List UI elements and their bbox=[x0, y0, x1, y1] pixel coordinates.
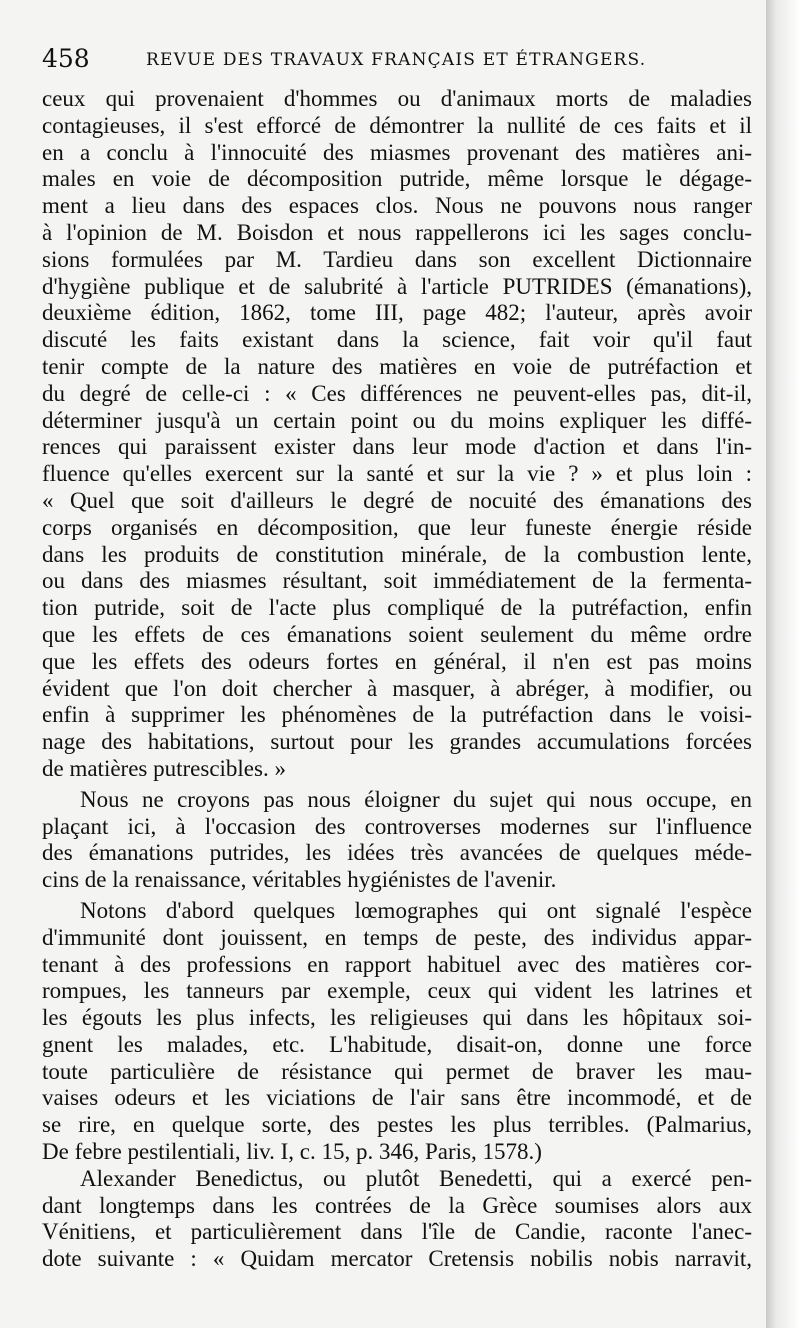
text-line: Nous ne croyons pas nous éloigner du sujet qui nous occupe, en bbox=[80, 786, 752, 812]
text-line: nage des habitations, surtout pour les grandes accumulations forcées bbox=[42, 729, 752, 755]
text-line: discuté les faits existant dans la science, fait voir qu'il faut bbox=[42, 327, 752, 353]
text-line: tenant à des professions en rapport habituel avec des matières cor- bbox=[42, 951, 752, 977]
text-line: en a conclu à l'innocuité des miasmes provenant des matières ani- bbox=[42, 139, 752, 165]
text-line: tion putride, soit de l'acte plus compliqué de la putréfaction, enfin bbox=[42, 595, 752, 621]
text-line: dans les produits de constitution minérale, de la combustion lente, bbox=[42, 541, 752, 567]
page-number: 458 bbox=[42, 44, 90, 73]
text-line: dant longtemps dans les contrées de la Grèce soumises alors aux bbox=[42, 1192, 752, 1218]
text-line: cins de la renaissance, véritables hygiénistes de l'avenir. bbox=[42, 867, 557, 893]
text-line: Notons d'abord quelques lœmographes qui ont signalé l'espèce bbox=[80, 897, 752, 923]
text-line: gnent les malades, etc. L'habitude, disait-on, donne une force bbox=[42, 1031, 752, 1057]
text-line: du degré de celle-ci : « Ces différences ne peuvent-elles pas, dit-il, bbox=[42, 380, 752, 406]
text-line: d'hygiène publique et de salubrité à l'article PUTRIDES (émanations), bbox=[42, 273, 752, 299]
text-line: deuxième édition, 1862, tome III, page 482; l'auteur, après avoir bbox=[42, 300, 752, 326]
text-line: De febre pestilentiali, liv. I, c. 15, p. 346, Paris, 1578.) bbox=[42, 1139, 542, 1165]
text-line: ceux qui provenaient d'hommes ou d'animaux morts de maladies bbox=[42, 86, 752, 111]
text-line: à l'opinion de M. Boisdon et nous rappellerons ici les sages conclu- bbox=[42, 219, 752, 245]
text-line: tenir compte de la nature des matières en voie de putréfaction et bbox=[42, 353, 752, 379]
text-line: évident que l'on doit chercher à masquer, à abréger, à modifier, ou bbox=[42, 675, 752, 701]
text-line: corps organisés en décomposition, que leur funeste énergie réside bbox=[42, 514, 752, 540]
text-line: d'immunité dont jouissent, en temps de peste, des individus appar- bbox=[42, 924, 752, 950]
text-line: déterminer jusqu'à un certain point ou du moins expliquer les diffé- bbox=[42, 407, 752, 433]
text-line: que les effets de ces émanations soient seulement du même ordre bbox=[42, 621, 752, 647]
text-line: dote suivante : « Quidam mercator Cretensis nobilis nobis narravit, bbox=[42, 1246, 752, 1272]
text-line: des émanations putrides, les idées très avancées de quelques méde- bbox=[42, 840, 752, 866]
text-line: males en voie de décomposition putride, même lorsque le dégage- bbox=[42, 166, 752, 192]
body-text bbox=[42, 86, 752, 1273]
text-line: plaçant ici, à l'occasion des controverses modernes sur l'influence bbox=[42, 813, 752, 839]
running-head: REVUE DES TRAVAUX FRANÇAIS ET ÉTRANGERS. bbox=[146, 50, 647, 70]
text-line: contagieuses, il s'est efforcé de démontrer la nullité de ces faits et il bbox=[42, 112, 752, 138]
text-line: que les effets des odeurs fortes en général, il n'en est pas moins bbox=[42, 648, 752, 674]
text-line: rompues, les tanneurs par exemple, ceux qui vident les latrines et bbox=[42, 978, 752, 1004]
text-line: les égouts les plus infects, les religieuses qui dans les hôpitaux soi- bbox=[42, 1005, 752, 1031]
text-line: sions formulées par M. Tardieu dans son excellent Dictionnaire bbox=[42, 246, 752, 272]
text-line: Vénitiens, et particulièrement dans l'île de Candie, raconte l'anec- bbox=[42, 1219, 752, 1245]
text-line: rences qui paraissent exister dans leur mode d'action et dans l'in- bbox=[42, 434, 752, 460]
page-header bbox=[42, 44, 742, 78]
text-line: enfin à supprimer les phénomènes de la putréfaction dans le voisi- bbox=[42, 702, 752, 728]
page-edge-shadow bbox=[766, 0, 800, 1328]
text-line: vaises odeurs et les viciations de l'air sans être incommodé, et de bbox=[42, 1085, 752, 1111]
text-line: se rire, en quelque sorte, des pestes les plus terribles. (Palmarius, bbox=[42, 1112, 752, 1138]
text-line: ment a lieu dans des espaces clos. Nous ne pouvons nous ranger bbox=[42, 193, 752, 219]
text-line: de matières putrescibles. » bbox=[42, 755, 286, 781]
text-line: Alexander Benedictus, ou plutôt Benedetti, qui a exercé pen- bbox=[80, 1165, 752, 1191]
text-line: « Quel que soit d'ailleurs le degré de nocuité des émanations des bbox=[42, 487, 752, 513]
text-line: ou dans des miasmes résultant, soit immédiatement de la fermenta- bbox=[42, 568, 752, 594]
text-line: fluence qu'elles exercent sur la santé et sur la vie ? » et plus loin : bbox=[42, 461, 752, 487]
text-line: toute particulière de résistance qui permet de braver les mau- bbox=[42, 1058, 752, 1084]
